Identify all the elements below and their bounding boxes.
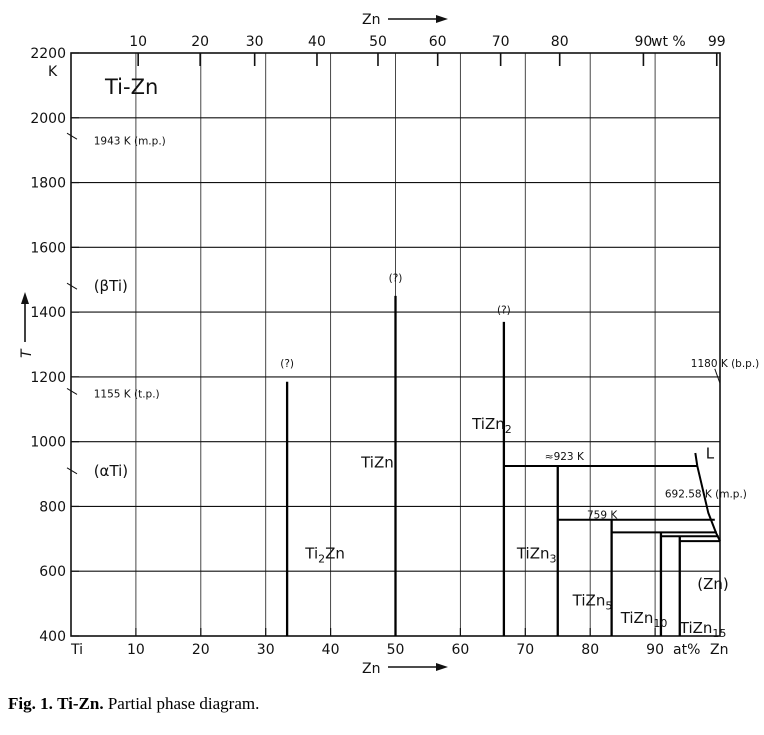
liquidus-line — [697, 466, 720, 541]
top-axis-arrow — [388, 15, 448, 23]
phase-boundaries — [67, 133, 720, 636]
caption-text: Partial phase diagram. — [107, 694, 260, 713]
compound-label — [516, 544, 557, 565]
left-axis-tick-label: 400 — [39, 629, 66, 645]
left-axis-tick-label: 1600 — [30, 240, 66, 257]
left-axis-tick-label: 1800 — [30, 175, 66, 192]
figure-caption — [8, 694, 748, 714]
label-leader — [67, 133, 77, 139]
bottom-axis-left-end: Ti — [71, 642, 84, 658]
top-axis-tick-label: 20 — [191, 34, 210, 50]
bottom-axis-tick-label: 60 — [451, 642, 470, 658]
compound-label — [360, 454, 394, 472]
compound-name: TiZn — [620, 609, 654, 628]
compound-subscript: 15 — [712, 626, 727, 640]
compound-name: TiZn — [679, 618, 713, 637]
diagram-labels — [94, 135, 760, 639]
top-axis-tick-label: 70 — [491, 34, 510, 50]
left-axis-tick-label: 2000 — [30, 110, 66, 127]
compound-name: Ti — [305, 544, 319, 563]
compound-label — [304, 544, 345, 565]
phase-label: (αTi) — [93, 461, 129, 480]
bottom-axis-element: Zn — [362, 661, 381, 677]
bottom-axis-tick-label: 50 — [386, 642, 405, 658]
compound-subscript: 5 — [605, 599, 613, 613]
liquidus-extension — [695, 453, 697, 466]
bottom-axis-right-end: Zn — [710, 642, 729, 658]
top-axis-unit: wt % — [651, 34, 686, 50]
label-leader — [67, 468, 77, 474]
temperature-label: ≈923 K — [544, 451, 584, 464]
bottom-axis-arrow — [388, 663, 448, 671]
bottom-axis-tick-label: 20 — [191, 642, 210, 658]
left-axis-unit: K — [48, 64, 58, 80]
temperature-label: 1943 K (m.p.) — [93, 135, 166, 148]
compound-subscript: 2 — [318, 552, 326, 566]
bottom-axis-tick-label: 30 — [256, 642, 275, 658]
diagram-title: Ti-Zn — [105, 75, 159, 99]
temperature-label: 692.58 K (m.p.) — [664, 488, 747, 501]
left-axis-tick-label: 1200 — [30, 369, 66, 386]
left-axis-tick-label: 1400 — [30, 305, 66, 322]
phase-label: (βTi) — [93, 277, 128, 296]
bottom-axis-tick-label: 70 — [516, 642, 535, 658]
bottom-axis-tick-label: 10 — [126, 642, 145, 658]
top-axis-tick-label: 80 — [550, 34, 569, 50]
left-axis-tick-label: 600 — [39, 564, 66, 581]
temperature-label: 1155 K (t.p.) — [93, 388, 160, 401]
temperature-label: 1180 K (b.p.) — [690, 357, 760, 370]
caption-system: Ti-Zn. — [57, 694, 104, 713]
left-axis-tick-label: 800 — [39, 499, 66, 516]
compound-subscript: 2 — [504, 422, 512, 436]
left-axis-tick-label: 1000 — [30, 434, 66, 451]
top-axis-element: Zn — [362, 12, 381, 28]
top-axis-ticks — [129, 34, 725, 66]
bottom-axis-tick-label: 40 — [321, 642, 340, 658]
left-axis-arrow — [21, 292, 29, 342]
left-axis — [19, 46, 79, 645]
compound-subscript: 3 — [549, 552, 557, 566]
left-axis-tick-label: 2200 — [30, 46, 66, 62]
compound-name: TiZn — [472, 414, 505, 433]
uncertainty-mark: (?) — [388, 272, 403, 285]
top-axis-tick-label: 90 — [634, 34, 653, 50]
compound-tail: Zn — [325, 544, 345, 563]
left-axis-symbol: T — [19, 349, 35, 358]
compound-name: TiZn — [572, 591, 606, 610]
bottom-axis-tick-label: 80 — [581, 642, 600, 658]
bottom-axis-tick-label: 90 — [646, 642, 665, 658]
label-leader — [67, 388, 77, 394]
compound-name: TiZn — [516, 544, 550, 563]
uncertainty-mark: (?) — [280, 358, 295, 371]
top-axis-tick-label: 60 — [428, 34, 447, 50]
temperature-label: 759 K — [586, 509, 618, 522]
uncertainty-mark: (?) — [496, 304, 511, 317]
top-axis-tick-label: 10 — [129, 34, 148, 50]
bottom-axis-unit: at% — [673, 642, 701, 658]
compound-name: TiZn — [361, 453, 394, 472]
caption-label: Fig. 1. — [8, 694, 53, 713]
compound-label — [572, 591, 613, 612]
label-leader — [67, 283, 77, 289]
compound-label — [471, 415, 512, 436]
compound-subscript: 10 — [653, 617, 668, 631]
top-axis-tick-label: 30 — [245, 34, 264, 50]
phase-label: (Zn) — [697, 575, 729, 594]
temperature-label: L — [705, 444, 715, 463]
top-axis-tick-label: 50 — [369, 34, 387, 50]
top-axis — [129, 12, 725, 66]
top-axis-tick-label: 99 — [707, 34, 726, 50]
top-axis-tick-label: 40 — [308, 34, 326, 50]
